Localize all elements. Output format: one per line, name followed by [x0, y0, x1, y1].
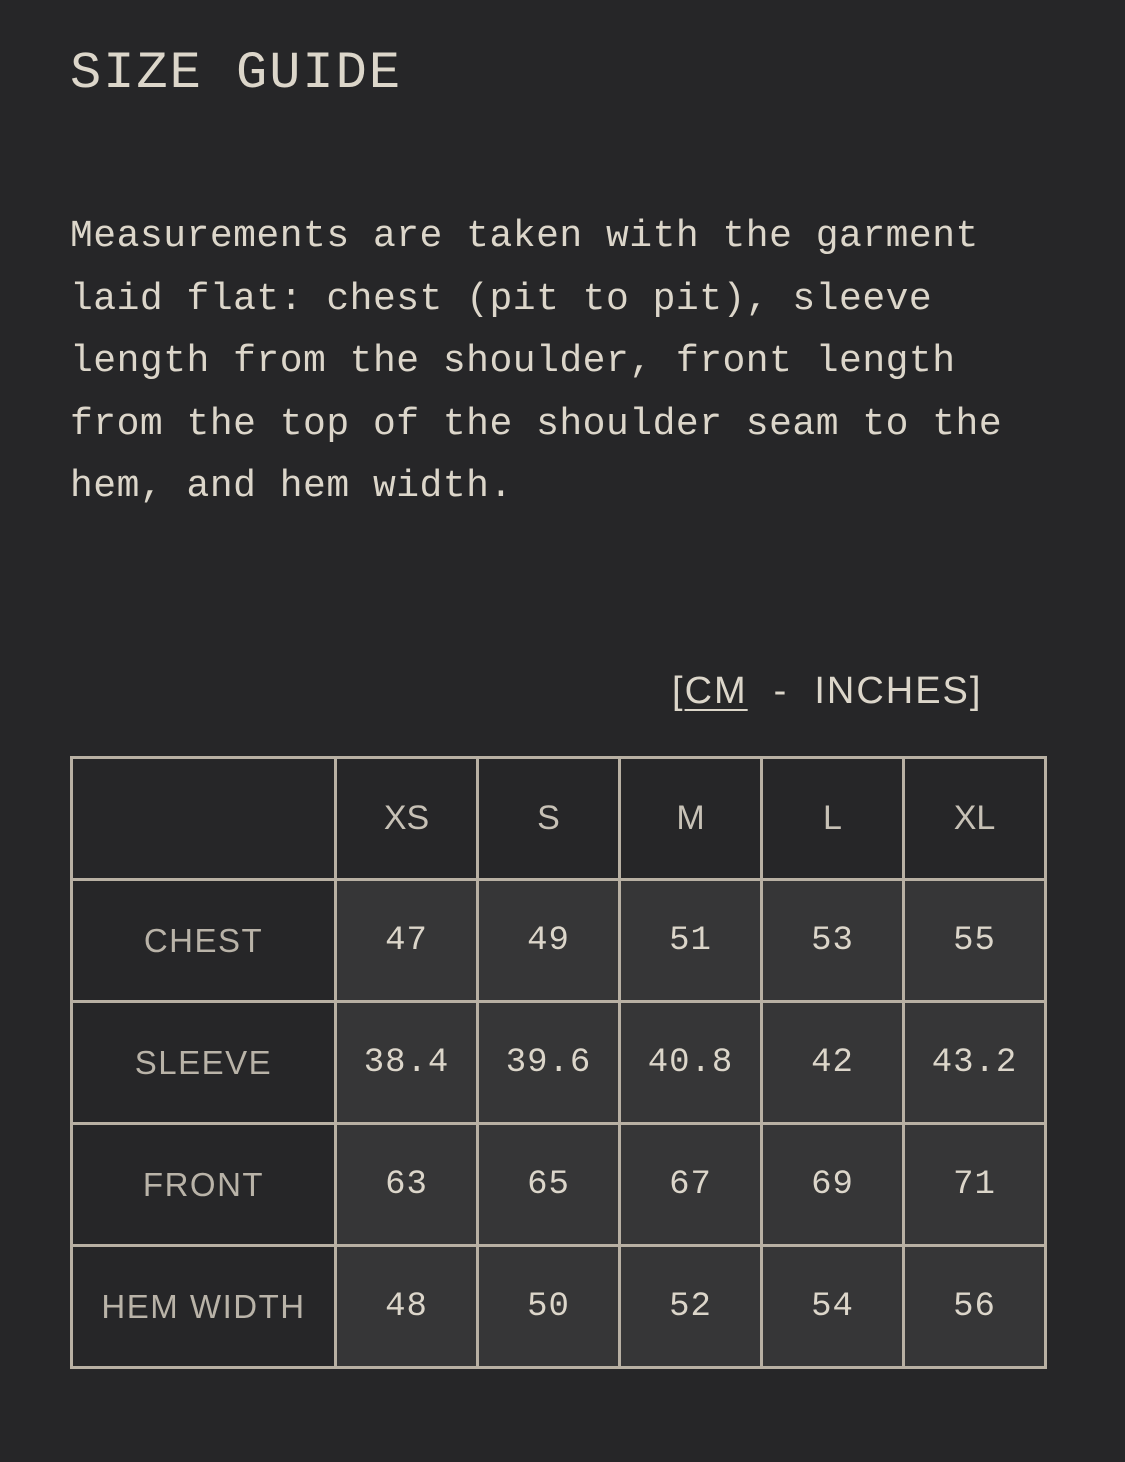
- table-cell: 47: [336, 880, 478, 1002]
- row-label-hem-width: HEM WIDTH: [72, 1246, 336, 1368]
- unit-cm-option[interactable]: CM: [684, 670, 748, 712]
- row-label-chest: CHEST: [72, 880, 336, 1002]
- table-cell: 56: [904, 1246, 1046, 1368]
- table-cell: 51: [620, 880, 762, 1002]
- table-cell: 42: [762, 1002, 904, 1124]
- unit-toggle: [672, 670, 982, 713]
- table-cell: 63: [336, 1124, 478, 1246]
- unit-toggle-open-bracket: [: [672, 670, 685, 712]
- table-cell: 50: [478, 1246, 620, 1368]
- table-cell: 38.4: [336, 1002, 478, 1124]
- size-header-xl: XL: [904, 758, 1046, 880]
- table-cell: 71: [904, 1124, 1046, 1246]
- table-cell: 69: [762, 1124, 904, 1246]
- size-header-xs: XS: [336, 758, 478, 880]
- table-cell: 52: [620, 1246, 762, 1368]
- table-row-front: [72, 1124, 1046, 1246]
- size-header-l: L: [762, 758, 904, 880]
- table-cell: 67: [620, 1124, 762, 1246]
- size-header-m: M: [620, 758, 762, 880]
- table-cell: 49: [478, 880, 620, 1002]
- size-table: [70, 756, 1047, 1369]
- table-cell: 54: [762, 1246, 904, 1368]
- table-cell: 53: [762, 880, 904, 1002]
- table-cell: 43.2: [904, 1002, 1046, 1124]
- unit-inches-option[interactable]: INCHES: [814, 670, 970, 712]
- unit-toggle-close-bracket: ]: [969, 670, 983, 712]
- size-header-s: S: [478, 758, 620, 880]
- row-label-front: FRONT: [72, 1124, 336, 1246]
- measurement-description: Measurements are taken with the garment laid flat: chest (pit to pit), sleeve length from the shoulder, front length from the top of the shoulder seam to the hem, and hem width.: [70, 215, 1003, 509]
- unit-toggle-separator: -: [773, 670, 789, 712]
- table-cell: 39.6: [478, 1002, 620, 1124]
- table-cell: 48: [336, 1246, 478, 1368]
- table-cell: 55: [904, 880, 1046, 1002]
- size-header-row: [72, 758, 1046, 880]
- table-cell: 40.8: [620, 1002, 762, 1124]
- row-label-sleeve: SLEEVE: [72, 1002, 336, 1124]
- page-title: SIZE GUIDE: [70, 44, 403, 103]
- table-row-hem-width: [72, 1246, 1046, 1368]
- table-row-chest: [72, 880, 1046, 1002]
- table-cell: 65: [478, 1124, 620, 1246]
- table-corner-cell: [72, 758, 336, 880]
- table-row-sleeve: [72, 1002, 1046, 1124]
